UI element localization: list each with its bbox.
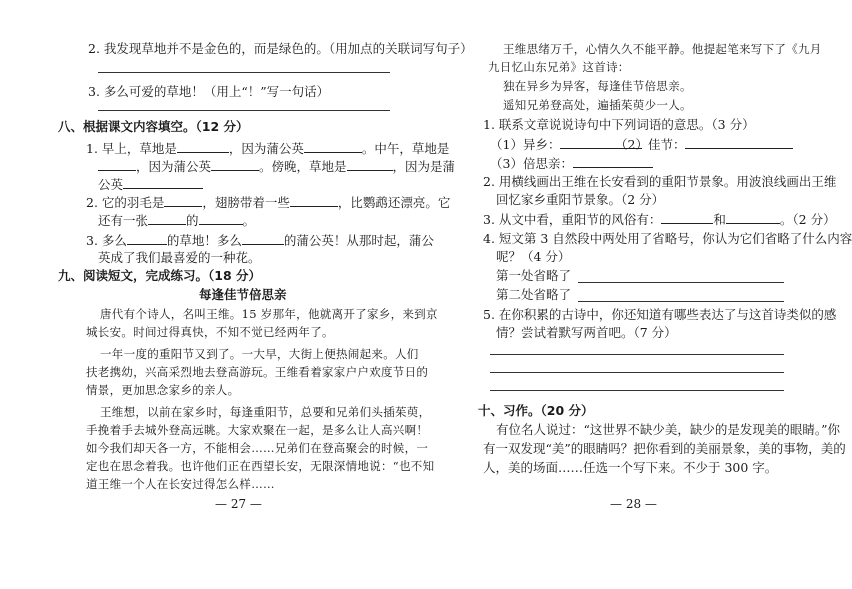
question-5-cont: 情？尝试着默写两首吧。（7 分） <box>496 325 677 340</box>
blank[interactable] <box>98 158 136 171</box>
answer-line[interactable] <box>98 110 390 111</box>
paragraph-line: 手挽着手去城外登高远眺。大家欢聚在一起，是多么让人高兴啊！ <box>86 423 429 437</box>
paragraph-line: 如今我们却天各一方，不能相会……兄弟们在登高聚会的时候，一 <box>86 441 429 455</box>
question-7-2: 2. 我发现草地并不是金色的，而是绿色的。（用加点的关联词写句子） <box>88 41 473 56</box>
essay-prompt-line: 有位名人说过：“这世界不缺少美，缺少的是发现美的眼睛。”你 <box>496 422 841 437</box>
question-1: 1. 联系文章说说诗句中下列词语的意思。（3 分） <box>483 117 755 132</box>
question-5: 5. 在你积累的古诗中，你还知道有哪些表达了与这首诗类似的感 <box>483 307 837 322</box>
answer-line[interactable] <box>578 282 784 283</box>
blank[interactable] <box>164 194 202 207</box>
blank[interactable] <box>123 176 203 189</box>
fill-8-2-line1: 2. 它的羽毛是 ，翅膀带着一些 ，比鹦鹉还漂亮。它 <box>86 195 451 210</box>
paragraph-line: 城长安。时间过得真快，不知不觉已经两年了。 <box>86 325 334 339</box>
answer-blank[interactable] <box>661 211 713 224</box>
paragraph-line: 王维思绪万千，心情久久不能平静。他提起笔来写下了《九月 <box>503 42 822 56</box>
question-7-3: 3. 多么可爱的草地！（用上“！”写一句话） <box>88 84 330 99</box>
poem-line: 独在异乡为异客，每逢佳节倍思亲。 <box>503 79 692 93</box>
question-3: 3. 从文中看，重阳节的风俗有： 和 。（2 分） <box>483 212 836 227</box>
paragraph-line: 道王维一个人在长安过得怎么样…… <box>86 477 275 491</box>
answer-line[interactable] <box>578 301 784 302</box>
question-1-b: （2）佳节： <box>615 136 793 153</box>
blank[interactable] <box>290 194 338 207</box>
paragraph-line: 九日忆山东兄弟》这首诗： <box>488 60 630 74</box>
blank[interactable] <box>211 158 259 171</box>
answer-line[interactable] <box>490 390 784 391</box>
question-4-cont: 呢？（4 分） <box>496 249 571 264</box>
section-10-heading: 十、习作。（20 分） <box>478 403 594 418</box>
page-number: — 28 — <box>610 497 657 511</box>
question-2: 2. 用横线画出王维在长安看到的重阳节景象。用波浪线画出王维 <box>483 174 837 189</box>
blank[interactable] <box>177 140 229 153</box>
fill-8-3-line2: 英成了我们最喜爱的一种花。 <box>98 250 261 265</box>
answer-blank[interactable] <box>726 211 780 224</box>
fill-8-3-line1: 3. 多么 的草地！多么 的蒲公英！从那时起，蒲公 <box>86 233 434 248</box>
paragraph-line: 王维想，以前在家乡时，每逢重阳节，总要和兄弟们头插茱萸， <box>100 405 431 419</box>
question-4: 4. 短文第 3 自然段中两处用了省略号，你认为它们省略了什么内容 <box>483 231 852 246</box>
paragraph-line: 一年一度的重阳节又到了。一大早，大街上便热闹起来。人们 <box>100 347 419 361</box>
fill-8-2-line2: 还有一张 的 。 <box>98 213 256 228</box>
question-1-a: （1）异乡： <box>490 136 642 153</box>
answer-line[interactable] <box>490 372 784 373</box>
blank[interactable] <box>148 212 186 225</box>
paragraph-line: 唐代有个诗人，名叫王维。15 岁那年，他就离开了家乡，来到京 <box>100 307 438 321</box>
question-1-c: （3）倍思亲： <box>490 155 653 172</box>
question-4-first: 第一处省略了 <box>496 268 572 283</box>
blank[interactable] <box>347 158 393 171</box>
section-9-heading: 九、阅读短文，完成练习。（18 分） <box>58 268 261 283</box>
blank[interactable] <box>127 232 167 245</box>
paragraph-line: 扶老携幼，兴高采烈地去登高游玩。王维看着家家户户欢度节日的 <box>86 365 429 379</box>
blank[interactable] <box>242 232 284 245</box>
answer-line[interactable] <box>98 72 390 73</box>
fill-8-1-line1: 1. 早上，草地是 ，因为蒲公英 。中午，草地是 <box>86 141 450 156</box>
poem-line: 遥知兄弟登高处，遍插茱萸少一人。 <box>503 98 692 112</box>
answer-blank[interactable] <box>685 136 793 149</box>
fill-8-1-line3: 公英 <box>98 176 203 193</box>
blank[interactable] <box>304 140 362 153</box>
essay-prompt-line: 人，美的场面……任选一个写下来。不少于 300 字。 <box>483 460 778 475</box>
paragraph-line: 情景，更加思念家乡的亲人。 <box>86 383 240 397</box>
right-page <box>400 0 852 589</box>
question-4-second: 第二处省略了 <box>496 287 572 302</box>
question-2-cont: 回忆家乡重阳节景象。（2 分） <box>496 192 665 207</box>
section-8-heading: 八、根据课文内容填空。（12 分） <box>58 119 249 134</box>
fill-8-1-line2: ，因为蒲公英 。傍晚，草地是 ，因为是蒲 <box>98 158 455 175</box>
blank[interactable] <box>199 212 243 225</box>
answer-blank[interactable] <box>573 155 653 168</box>
essay-prompt-line: 有一双发现“美”的眼睛吗？把你看到的美丽景象，美的事物，美的 <box>483 441 846 456</box>
article-title: 每逢佳节倍思亲 <box>199 287 287 302</box>
paragraph-line: 定也在思念着我。也许他们正在西望长安，无限深情地说：“也不知 <box>86 459 435 473</box>
answer-line[interactable] <box>490 354 784 355</box>
page-number: — 27 — <box>215 497 262 511</box>
